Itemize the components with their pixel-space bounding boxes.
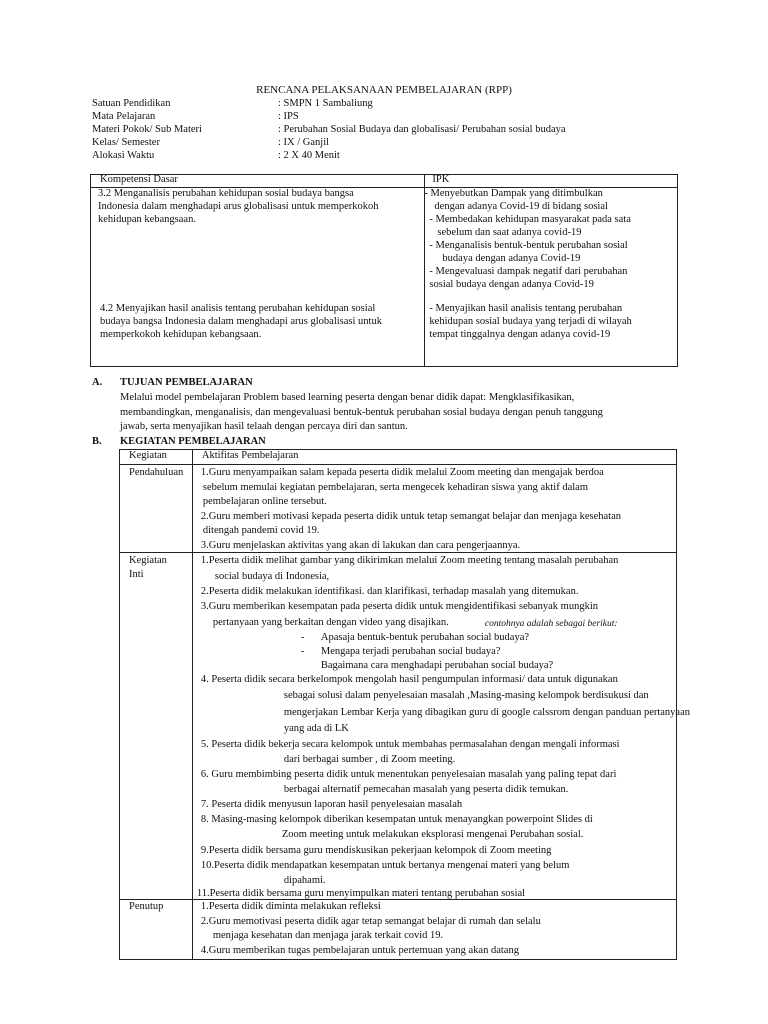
inti-line: 4. Peserta didik secara berkelompok mengolah hasil pengumpulan informasi/ data untuk digunakan [200, 674, 618, 685]
kd-header-cell [91, 175, 425, 188]
ipk1-line: - Menganalisis bentuk-bentuk perubahan sosial [429, 240, 628, 251]
bullet-dash: - [300, 646, 305, 657]
inti-line: social budaya di Indonesia, [214, 571, 330, 582]
inti-line: 9.Peserta didik bersama guru mendiskusikan pekerjaan kelompok di Zoom meeting [200, 845, 552, 856]
aktifitas-header: Aktifitas Pembelajaran [201, 450, 299, 461]
inti-line: Mengapa terjadi perubahan social budaya? [320, 646, 501, 657]
section-a-letter: A. [92, 377, 103, 388]
pendahuluan-line: sebelum memulai kegiatan pembelajaran, serta mengecek kehadiran siswa yang aktif dalam [202, 482, 588, 493]
kd1-line: Indonesia dalam menghadapi arus globalisasi untuk memperkokoh [98, 201, 379, 212]
ipk1-line: sebelum dan saat adanya covid-19 [437, 227, 582, 238]
bullet-dash: - [300, 632, 305, 643]
inti-line: 5. Peserta didik bekerja secara kelompok untuk membahas permasalahan dengan mengali informasi [200, 739, 620, 750]
inti-label-2: Inti [129, 569, 144, 580]
inti-label-1: Kegiatan [129, 555, 167, 566]
inti-line: pertanyaan yang berkaitan dengan video yang disajikan. [212, 617, 449, 628]
ipk1-line: dengan adanya Covid-19 di bidang sosial [434, 201, 608, 212]
pendahuluan-label-cell [120, 465, 193, 553]
meta-label-materi: Materi Pokok/ Sub Materi [92, 124, 202, 135]
kd-ipk-table [90, 174, 678, 367]
meta-label-alokasi: Alokasi Waktu [92, 150, 155, 161]
inti-line: dipahami. [283, 875, 326, 886]
meta-value-satuan: : SMPN 1 Sambaliung [278, 98, 373, 109]
pendahuluan-label: Pendahuluan [129, 467, 184, 478]
penutup-label-cell [120, 900, 193, 960]
kegiatan-header: Kegiatan [129, 450, 167, 461]
meta-label-mapel: Mata Pelajaran [92, 111, 156, 122]
kd2-line: 4.2 Menyajikan hasil analisis tentang perubahan kehidupan sosial [100, 303, 376, 314]
kd-content-cell [91, 188, 425, 367]
penutup-line: 2.Guru memotivasi peserta didik agar tetap semangat belajar di rumah dan selalu [200, 916, 541, 927]
pendahuluan-line: 1.Guru menyampaikan salam kepada peserta didik melalui Zoom meeting dan mengajak berdoa [200, 467, 604, 478]
pendahuluan-line: pembelajaran online tersebut. [202, 496, 327, 507]
inti-line: 7. Peserta didik menyusun laporan hasil penyelesaian masalah [200, 799, 463, 810]
section-a-line: jawab, serta menyajikan hasil telaah dengan percaya diri dan santun. [120, 421, 408, 432]
inti-content-cell [192, 553, 691, 900]
kd1-line: 3.2 Menganalisis perubahan kehidupan sosial budaya bangsa [98, 188, 354, 199]
inti-line: sebagai solusi dalam penyelesaian masalah ,Masing-masing kelompok berdisukusi dan [283, 690, 649, 701]
kegiatan-table [119, 449, 691, 960]
inti-line: dari berbagai sumber , di Zoom meeting. [283, 754, 456, 765]
inti-example-note: contohnya adalah sebagai berikut: [484, 619, 618, 629]
ipk1-line: budaya dengan adanya Covid-19 [442, 253, 581, 264]
inti-line: Zoom meeting untuk melakukan eksplorasi mengenai Perubahan sosial. [281, 829, 584, 840]
ipk2-line: kehidupan sosial budaya yang terjadi di wilayah [429, 316, 632, 327]
meta-value-materi: : Perubahan Sosial Budaya dan globalisasi/ Perubahan sosial budaya [278, 124, 566, 135]
ipk1-line: - Mengevaluasi dampak negatif dari perubahan [429, 266, 628, 277]
section-b-letter: B. [92, 436, 102, 447]
section-a-line: membandingkan, menganalisis, dan mengevaluasi bentuk-bentuk perubahan sosial budaya dengan penuh tanggung [120, 407, 603, 418]
kd2-line: memperkokoh kehidupan kebangsaan. [100, 329, 262, 340]
inti-line: yang ada di LK [283, 723, 349, 734]
kd2-line: budaya bangsa Indonesia dalam menghadapi arus globalisasi untuk [100, 316, 382, 327]
ipk2-line: tempat tinggalnya dengan adanya covid-19 [429, 329, 611, 340]
section-a-heading: TUJUAN PEMBELAJARAN [120, 377, 253, 388]
inti-line: 2.Peserta didik melakukan identifikasi. dan klarifikasi, terhadap masalah yang ditemukan. [200, 586, 579, 597]
meta-label-satuan: Satuan Pendidikan [92, 98, 171, 109]
ipk1-line: sosial budaya dengan adanya Covid-19 [429, 279, 594, 290]
penutup-line: menjaga kesehatan dan menjaga jarak terkait covid 19. [212, 930, 444, 941]
penutup-line: 4.Guru memberikan tugas pembelajaran untuk pertemuan yang akan datang [200, 945, 519, 956]
ipk-content-cell [425, 188, 678, 367]
kd1-line: kehidupan kebangsaan. [98, 214, 196, 225]
inti-line: berbagai alternatif pemecahan masalah yang peserta didik temukan. [283, 784, 569, 795]
section-a-line: Melalui model pembelajaran Problem based learning peserta dengan benar didik dapat: Mengklasifikasikan, [120, 392, 575, 403]
penutup-line: 1.Peserta didik diminta melakukan refleksi [200, 901, 381, 912]
pendahuluan-content-cell [192, 465, 676, 553]
penutup-label: Penutup [129, 901, 164, 912]
ipk2-line: - Menyajikan hasil analisis tentang perubahan [429, 303, 623, 314]
meta-value-mapel: : IPS [278, 111, 299, 122]
inti-label-cell [120, 553, 193, 900]
penutup-content-cell [192, 900, 676, 960]
pendahuluan-line: 3.Guru menjelaskan aktivitas yang akan di lakukan dan cara pengerjaannya. [200, 540, 521, 551]
kegiatan-header-cell [120, 450, 193, 465]
inti-line: 8. Masing-masing kelompok diberikan kesempatan untuk menayangkan powerpoint Slides di [200, 814, 593, 825]
section-b-heading: KEGIATAN PEMBELAJARAN [120, 436, 266, 447]
ipk1-line: - Membedakan kehidupan masyarakat pada sata [429, 214, 631, 225]
inti-line: 6. Guru membimbing peserta didik untuk menentukan penyelesaian masalah yang paling tepat dari [200, 769, 617, 780]
inti-line: Bagaimana cara menghadapi perubahan social budaya? [320, 660, 554, 671]
ipk-header: IPK [432, 174, 450, 185]
pendahuluan-line: ditengah pandemi covid 19. [202, 525, 320, 536]
kd-header: Kompetensi Dasar [100, 174, 178, 185]
pendahuluan-line: 2.Guru memberi motivasi kepada peserta didik untuk tetap semangat belajar dan menjaga kesehatan [200, 511, 622, 522]
inti-line: 10.Peserta didik mendapatkan kesempatan untuk bertanya mengenai materi yang belum [200, 860, 570, 871]
ipk-header-cell [425, 175, 678, 188]
ipk1-line: - Menyebutkan Dampak yang ditimbulkan [424, 188, 603, 199]
inti-line: 3.Guru memberikan kesempatan pada peserta didik untuk mengidentifikasi sebanyak mungkin [200, 601, 599, 612]
meta-value-alokasi: : 2 X 40 Menit [278, 150, 340, 161]
inti-line: Apasaja bentuk-bentuk perubahan social budaya? [320, 632, 530, 643]
document-title: RENCANA PELAKSANAAN PEMBELAJARAN (RPP) [256, 84, 512, 96]
meta-label-kelas: Kelas/ Semester [92, 137, 160, 148]
inti-line: 11.Peserta didik bersama guru menyimpulkan materi tentang perubahan sosial [196, 888, 526, 899]
meta-value-kelas: : IX / Ganjil [278, 137, 330, 148]
inti-line: 1.Peserta didik melihat gambar yang dikirimkan melalui Zoom meeting tentang masalah perubahan [200, 555, 619, 566]
inti-line: mengerjakan Lembar Kerja yang dibagikan guru di google calssrom dengan panduan pertanyaan [283, 707, 691, 718]
aktifitas-header-cell [192, 450, 676, 465]
